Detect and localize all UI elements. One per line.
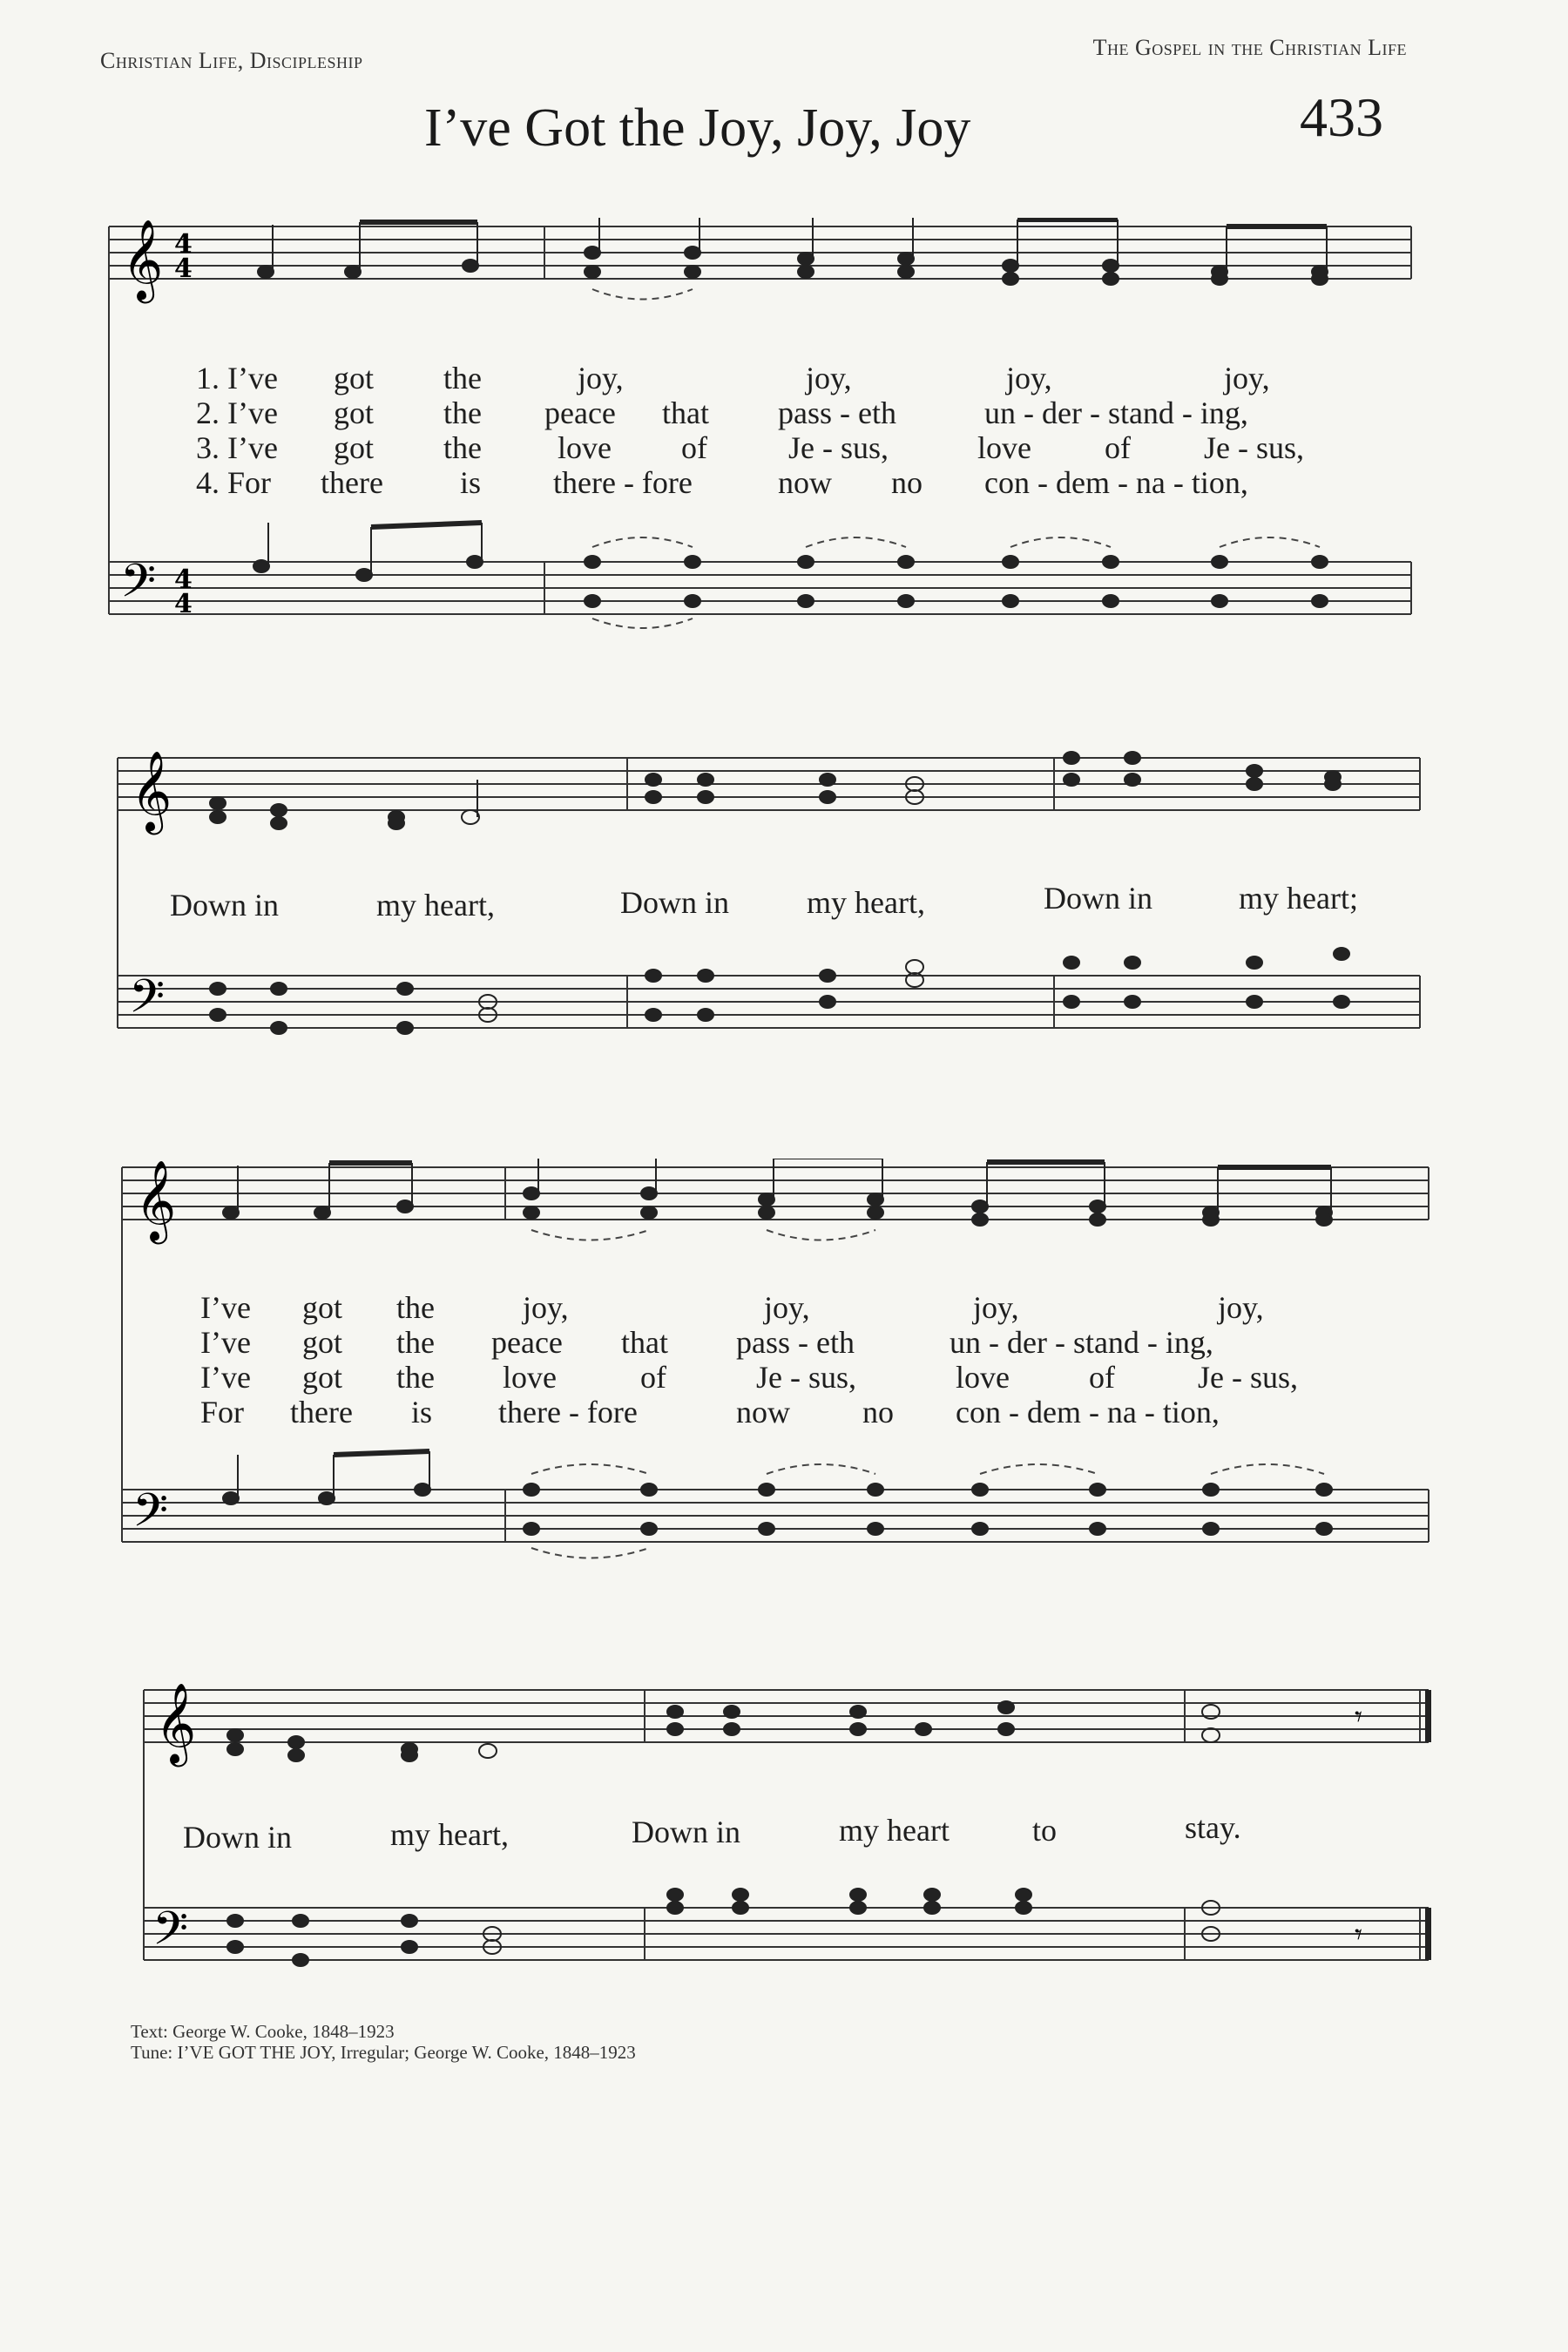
lyric-r2-v1-6: joy, — [973, 1290, 1019, 1325]
lyric-r2-v2-7: un - der - stand - ing, — [950, 1325, 1213, 1360]
lyric-r2-v1-7: joy, — [1218, 1290, 1264, 1325]
lyric-r2-v1-3: the — [396, 1290, 435, 1325]
lyric-r2-v4-2: there — [290, 1395, 353, 1429]
refrain-1-1: Down in — [170, 888, 279, 923]
lyric-r2-v1-2: got — [302, 1290, 343, 1325]
lyric-r2-v1-5: joy, — [764, 1290, 810, 1325]
lyric-v4-4: there - fore — [553, 465, 693, 500]
lyric-r2-v3-3: the — [396, 1360, 435, 1395]
svg-text:4: 4 — [174, 589, 193, 619]
music-system-1 — [0, 218, 1568, 645]
lyric-r2-v3-6: Je - sus, — [756, 1360, 856, 1395]
music-system-4 — [0, 1673, 1568, 2004]
refrain-2-2: my heart, — [390, 1817, 509, 1852]
hymn-number: 433 — [1300, 86, 1383, 148]
hymn-title: I’ve Got the Joy, Joy, Joy — [424, 98, 971, 158]
svg-text:4: 4 — [174, 564, 193, 595]
refrain-2-5: to — [1032, 1813, 1058, 1848]
lyric-v4-7: con - dem - na - tion, — [984, 465, 1248, 500]
svg-text:𝄾: 𝄾 — [1355, 1700, 1363, 1734]
lyric-v3-6: Je - sus, — [788, 430, 889, 465]
tune-credit: Tune: I’VE GOT THE JOY, Irregular; George W. Cooke, 1848–1923 — [131, 2042, 636, 2063]
lyric-v4-1: 4. For — [196, 465, 272, 500]
lyric-v1-3: the — [443, 361, 482, 395]
svg-text:𝄢: 𝄢 — [152, 1903, 189, 1967]
svg-text:𝄞: 𝄞 — [155, 1682, 197, 1763]
svg-text:𝄞: 𝄞 — [135, 1159, 177, 1240]
lyric-r2-v2-5: that — [621, 1325, 668, 1360]
section-header-right: The Gospel in the Christian Life — [1092, 35, 1407, 60]
lyric-r2-v3-8: of — [1089, 1360, 1115, 1395]
lyric-v1-4: joy, — [578, 361, 624, 395]
refrain-2-6: stay. — [1185, 1810, 1241, 1845]
refrain-2-4: my heart — [839, 1813, 950, 1848]
lyric-r2-v4-5: now — [736, 1395, 790, 1429]
lyric-r2-v3-1: I’ve — [200, 1360, 251, 1395]
lyric-v2-4: peace — [544, 395, 616, 430]
refrain-1-6: my heart; — [1239, 881, 1358, 916]
refrain-1-3: Down in — [620, 885, 729, 920]
lyric-v3-3: the — [443, 430, 482, 465]
lyric-v3-7: love — [977, 430, 1031, 465]
lyric-v4-2: there — [321, 465, 383, 500]
lyric-v1-1: 1. I’ve — [196, 361, 278, 395]
lyric-v3-2: got — [334, 430, 375, 465]
svg-text:𝄢: 𝄢 — [120, 555, 157, 619]
lyric-r2-v2-2: got — [302, 1325, 343, 1360]
refrain-2-1: Down in — [183, 1820, 292, 1855]
lyric-r2-v3-7: love — [956, 1360, 1010, 1395]
lyric-v3-4: love — [558, 430, 612, 465]
music-system-2 — [0, 740, 1568, 1089]
music-system-3 — [0, 1159, 1568, 1577]
lyric-v3-5: of — [681, 430, 707, 465]
hymn-credits — [131, 2021, 636, 2063]
lyric-v1-5: joy, — [806, 361, 852, 395]
lyric-v4-5: now — [778, 465, 832, 500]
lyric-v2-1: 2. I’ve — [196, 395, 278, 430]
refrain-1-4: my heart, — [807, 885, 925, 920]
lyric-r2-v4-4: there - fore — [498, 1395, 638, 1429]
refrain-2-3: Down in — [632, 1815, 740, 1849]
refrain-1-2: my heart, — [376, 888, 495, 923]
svg-text:𝄞: 𝄞 — [122, 219, 164, 300]
svg-text:𝄢: 𝄢 — [129, 970, 166, 1035]
lyric-r2-v2-6: pass - eth — [736, 1325, 855, 1360]
lyric-v4-3: is — [460, 465, 482, 500]
lyric-v2-3: the — [443, 395, 482, 430]
lyric-r2-v2-4: peace — [491, 1325, 563, 1360]
lyric-r2-v4-3: is — [411, 1395, 433, 1429]
text-credit: Text: George W. Cooke, 1848–1923 — [131, 2021, 395, 2042]
lyric-r2-v3-4: love — [503, 1360, 557, 1395]
refrain-1-5: Down in — [1044, 881, 1152, 916]
section-header-left: Christian Life, Discipleship — [100, 48, 363, 73]
svg-text:𝄢: 𝄢 — [132, 1484, 169, 1549]
svg-text:𝄾: 𝄾 — [1355, 1917, 1363, 1952]
lyric-r2-v3-5: of — [640, 1360, 666, 1395]
lyric-r2-v2-1: I’ve — [200, 1325, 251, 1360]
lyric-r2-v4-1: For — [200, 1395, 245, 1429]
svg-text:4: 4 — [174, 229, 193, 260]
lyric-r2-v4-7: con - dem - na - tion, — [956, 1395, 1220, 1429]
lyric-v2-5: that — [662, 395, 709, 430]
lyric-v3-9: Je - sus, — [1204, 430, 1304, 465]
lyric-v3-8: of — [1105, 430, 1131, 465]
lyric-r2-v1-1: I’ve — [200, 1290, 251, 1325]
lyric-r2-v4-6: no — [862, 1395, 894, 1429]
lyric-v4-6: no — [891, 465, 923, 500]
svg-text:𝄞: 𝄞 — [131, 750, 172, 831]
lyric-v2-7: un - der - stand - ing, — [984, 395, 1248, 430]
lyric-v1-6: joy, — [1006, 361, 1052, 395]
lyric-r2-v3-2: got — [302, 1360, 343, 1395]
lyric-v2-6: pass - eth — [778, 395, 896, 430]
lyric-r2-v1-4: joy, — [523, 1290, 569, 1325]
lyric-r2-v3-9: Je - sus, — [1198, 1360, 1298, 1395]
lyric-v3-1: 3. I’ve — [196, 430, 278, 465]
lyric-v1-7: joy, — [1224, 361, 1270, 395]
lyric-r2-v2-3: the — [396, 1325, 435, 1360]
lyric-v2-2: got — [334, 395, 375, 430]
svg-text:4: 4 — [174, 253, 193, 284]
lyric-v1-2: got — [334, 361, 375, 395]
